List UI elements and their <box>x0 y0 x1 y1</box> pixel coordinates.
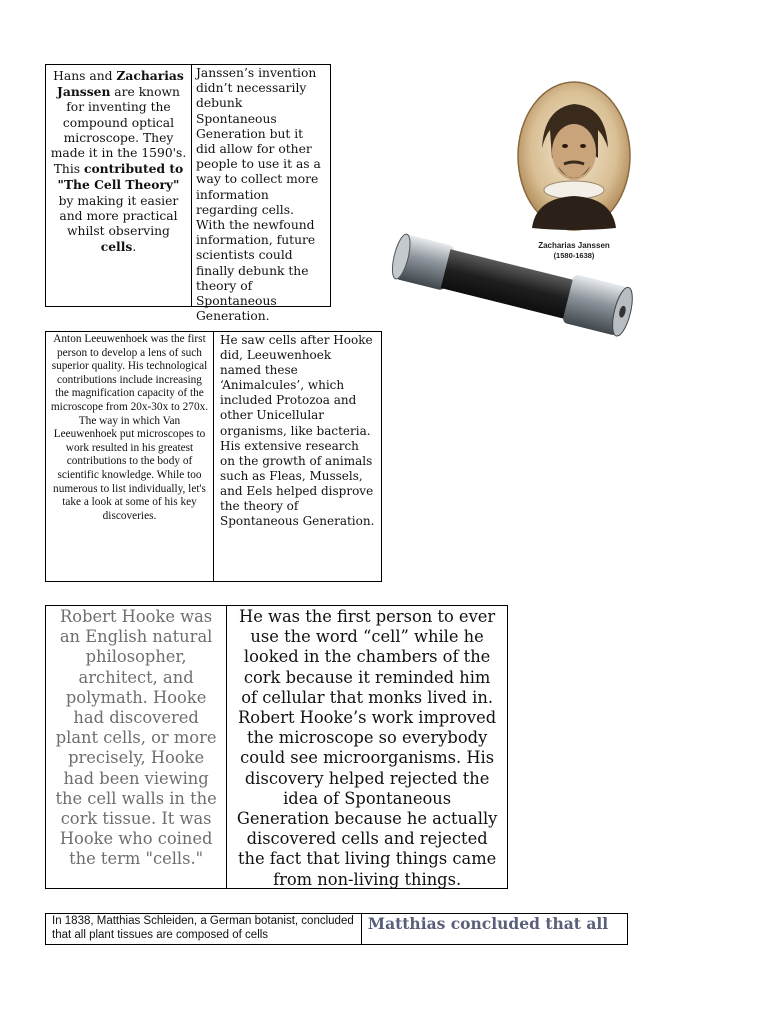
portrait-caption-name: Zacharias Janssen <box>538 241 610 250</box>
leeuwenhoek-intro-text: Anton Leeuwenhoek was the first person to develop a lens of such superior quality. His technological contributions include increasing the magnification capacity of the microscope from 20x-30x to 270x. The way in which Van Leeuwenhoek put microscopes to work resulted in his greatest contributions to the body of scientific knowledge. While too numerous to list individually, let's take a look at some of his key discoveries. <box>50 333 209 522</box>
text-run-bold: cells <box>100 239 133 255</box>
janssen-impact-text: Janssen’s invention didn’t necessarily debunk Spontaneous Generation but it did allow for other people to use it as a way to collect more information regarding cells. With the newfound information, future scientists could finally debunk the theory of Spontaneous Generation. <box>195 66 321 324</box>
janssen-impact-cell <box>191 65 330 324</box>
schleiden-intro-text: In 1838, Matthias Schleiden, a German botanist, concluded that all plant tissues are composed of cells <box>52 915 354 941</box>
schleiden-table <box>45 913 628 945</box>
leeuwenhoek-table <box>45 331 382 582</box>
text-run: Hans and <box>53 69 117 83</box>
janssen-table <box>45 64 331 324</box>
hooke-table <box>45 605 508 889</box>
text-run: by making it easier and more practical whilst observing <box>58 193 179 239</box>
leeuwenhoek-intro-cell <box>46 332 213 581</box>
janssen-intro-cell <box>46 65 191 306</box>
schleiden-impact-cell <box>361 914 627 944</box>
text-run: are known for inventing the compound optical microscope. They made it in the 1590's. This <box>50 85 187 177</box>
schleiden-intro-cell <box>46 914 361 944</box>
hooke-intro-text: Robert Hooke was an English natural philosopher, architect, and polymath. Hooke had discovered plant cells, or more precisely, Hooke had been viewing the cell walls in the cork tissue. It was Hooke who coined the term "cells." <box>55 607 217 869</box>
schleiden-impact-text: Matthias concluded that all <box>367 914 609 933</box>
early-microscope-image <box>385 222 645 357</box>
text-run: . <box>132 240 137 255</box>
text-run-bold: Zacharias Janssen <box>57 68 184 100</box>
leeuwenhoek-impact-text: He saw cells after Hooke did, Leeuwenhoek named these ‘Animalcules’, which included Protozoa and other Unicellular organisms, like bacteria. His extensive research on the growth of animals such as Fleas, Mussels, and Eels helped disprove the theory of Spontaneous Generation. <box>219 333 375 529</box>
hooke-impact-text: He was the first person to ever use the word “cell” while he looked in the chambers of the cork because it reminded him of cellular that monks lived in. Robert Hooke’s work improved the microscope so everybody could see microorganisms. His discovery helped rejected the idea of Spontaneous Generation because he actually discovered cells and rejected the fact that living things came from non-living things. <box>236 607 498 889</box>
leeuwenhoek-impact-cell <box>213 332 381 581</box>
hooke-intro-cell <box>46 606 226 888</box>
janssen-intro-text <box>50 68 187 255</box>
portrait-caption-years: (1580-1638) <box>553 251 595 260</box>
text-run-bold: contributed to "The Cell Theory" <box>57 161 184 193</box>
hooke-impact-cell <box>226 606 507 888</box>
